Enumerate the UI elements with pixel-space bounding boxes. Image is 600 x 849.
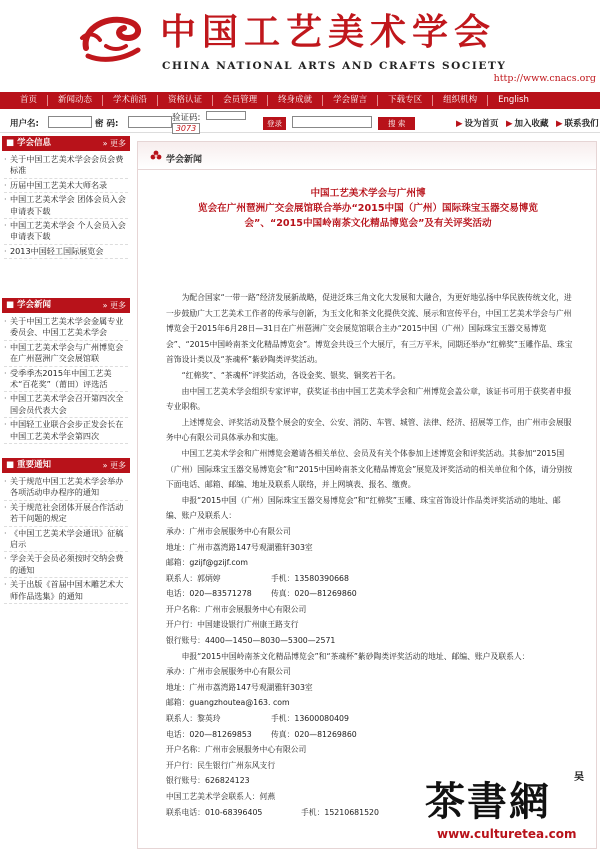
list-item[interactable]: · 中国工艺美术学会 团体会员入会申请表下载 (4, 194, 128, 219)
watermark-logo: 茶書網 (425, 778, 551, 825)
nav-item[interactable]: 学会留言 (323, 95, 378, 106)
paragraph: 上述博览会、评奖活动及整个展会的安全、公安、消防、车管、城管、法律、经济、招展等工作，由广州市会展服务中心有限公司具体承办和实施。 (166, 417, 572, 443)
contact-phone: 电话：020—83571278 (166, 589, 252, 599)
organizer-line: 承办：广州市会展服务中心有限公司 (166, 667, 291, 677)
contact-line (166, 711, 576, 727)
nav-item[interactable]: 终身成就 (268, 95, 323, 106)
bank-line: 开户行：中国建设银行广州康王路支行 (166, 620, 299, 630)
more-icon: » (102, 301, 110, 310)
nav-item[interactable]: 学术前沿 (103, 95, 158, 106)
paragraph: 由中国工艺美术学会组织专家评审，获奖证书由中国工艺美术学会和广州博览会盖公章，该证书可用于获奖者申报专业职称。 (166, 386, 572, 412)
email-line: 邮箱：guangzhoutea@163. com (166, 698, 290, 708)
login-bar (0, 111, 600, 133)
main-nav (0, 92, 600, 109)
flower-icon (150, 150, 162, 162)
list-item[interactable]: · 关于中国工艺美术学会金属专业委员会、中国工艺美术学会 (4, 316, 128, 341)
contact-phone: 电话：020—81269853 (166, 729, 252, 739)
more-icon: » (102, 139, 110, 148)
set-home-label: 设为首页 (464, 119, 499, 129)
account-line: 银行账号：626824123 (166, 776, 250, 786)
captcha-image[interactable]: 3073 (172, 123, 200, 134)
list-item[interactable]: · 关于出版《首届中国木雕艺术大师作品选集》的通知 (4, 579, 128, 604)
paragraph: 申报“2015中国岭南茶文化精品博览会”和“茶魂杯”紫砂陶类评奖活动的地址、邮编、账户及联系人： (181, 651, 530, 661)
email-line: 邮箱：gzijf@gzijf.com (166, 558, 248, 568)
contact-fax: 传真：020—81269860 (271, 589, 357, 599)
section-header (138, 142, 596, 170)
more-label: 更多 (110, 139, 126, 148)
nav-item[interactable]: 会员管理 (213, 95, 268, 106)
organizer-line: 承办：广州市会展服务中心有限公司 (166, 526, 291, 536)
list-item[interactable]: · 关于规范社会团体开展合作活动若干问题的规定 (4, 502, 128, 527)
home-icon: ▶ (456, 119, 463, 129)
sidebar-section-info (2, 136, 130, 266)
bank-line: 开户行：民生银行广州东风支行 (166, 760, 276, 770)
sidebar-list (2, 473, 130, 611)
address-line: 地址：广州市荔湾路147号观湖雅轩303室 (166, 682, 313, 692)
nav-item[interactable]: 新闻动态 (48, 95, 103, 106)
paragraph: 中国工艺美术学会和广州博览会邀请各相关单位、会员及有关个体参加上述博览会和评奖活动。其参加“2015国（广州）国际珠宝玉器交易博览会”和“2015中国岭南茶文化精品博览会”展览及评奖活动的相关单位和个体，请分别按下面电话、邮箱、邮编、地址及联系人联络，并上网填表、报名、缴费。 (166, 448, 573, 490)
nav-item[interactable]: 组织机构 (433, 95, 488, 106)
sidebar-section-news (2, 298, 130, 451)
more-icon: » (102, 461, 110, 470)
society-phone: 联系电话：010-68396405 (166, 807, 263, 817)
nav-item[interactable]: 资格认证 (158, 95, 213, 106)
phone-line (166, 586, 576, 602)
sidebar-heading-label: 重要通知 (17, 460, 52, 470)
paragraph: 为配合国家“一带一路”经济发展新战略，促进泛珠三角文化大发展和大融合，为更好地弘扬中华民族传统文化，进一步鼓励广大工艺美术工作者的传承与创新，为玉文化和茶文化提供交流、展示和宣传平台，中国工艺美术学会与广州博览会于2015年6月28日—31日在广州琶洲广交会展览馆联合主办“2015中国（广州）国际珠宝玉器交易博览会”、“2015中国岭南茶文化精品博览会”。博览会共设三个大展厅，有三万平米，同期还举办“红棉奖”玉雕作品、珠宝首饰设计类以及“茶魂杯”紫砂陶类评奖活动。 (166, 293, 573, 365)
contact-fax: 传真：020—81269860 (271, 729, 357, 739)
sidebar-heading-label: 学会新闻 (17, 300, 52, 310)
site-header (0, 0, 600, 90)
username-label: 用户名: (10, 119, 39, 129)
account-line: 银行账号：4400—1450—8030—5300—2571 (166, 636, 336, 646)
contact-person: 联系人：黎英玲 (166, 714, 221, 724)
contact-line (166, 571, 576, 587)
paragraph: “红棉奖”、“茶魂杯”评奖活动，各设金奖、银奖、铜奖若干名。 (181, 370, 401, 380)
list-item[interactable]: · 中国轻工业联合会步正发会长在中国工艺美术学会第四次 (4, 419, 128, 444)
password-input[interactable] (128, 116, 172, 128)
site-subtitle: CHINA NATIONAL ARTS AND CRAFTS SOCIETY (162, 60, 507, 72)
list-item[interactable]: · 中国工艺美术学会 个人会员入会申请表下载 (4, 220, 128, 245)
contact-label: 联系我们 (564, 119, 599, 129)
more-label: 更多 (110, 301, 126, 310)
contact-icon: ▶ (556, 119, 563, 129)
contact-mobile: 手机：13600080409 (271, 714, 349, 724)
article-title (138, 186, 598, 231)
society-logo (78, 8, 148, 66)
nav-item[interactable]: English (498, 95, 529, 105)
society-mobile: 手机：15210681520 (301, 807, 379, 817)
list-item[interactable]: · 关于中国工艺美术学会会员会费标准 (4, 154, 128, 179)
main-content (137, 141, 597, 849)
watermark-url: www.culturetea.com (437, 827, 577, 841)
captcha-input[interactable] (206, 111, 246, 120)
sidebar-section-notice (2, 458, 130, 611)
list-item[interactable]: · 历届中国工艺美术大师名录 (4, 180, 128, 193)
favorite-icon: ▶ (506, 119, 513, 129)
article-title-line: 会”、“2015中国岭南茶文化精品博览会”及有关评奖活动 (244, 218, 492, 229)
section-title: 学会新闻 (166, 155, 203, 165)
search-button[interactable]: 搜 索 (378, 117, 415, 130)
watermark-seal: 吴 (574, 772, 584, 783)
captcha-label: 验证码: (172, 113, 201, 123)
list-item[interactable]: · 中国工艺美术学会召开第四次全国会员代表大会 (4, 393, 128, 418)
site-title: 中国工艺美术学会 (160, 11, 497, 53)
list-item[interactable]: · 2013中国轻工国际展览会 (4, 246, 128, 259)
contact-person: 联系人：郭炳婷 (166, 573, 221, 583)
sidebar-heading-label: 学会信息 (17, 138, 52, 148)
contact-mobile: 手机：13580390668 (271, 573, 349, 583)
bullet-icon: ■ (6, 138, 17, 148)
more-label: 更多 (110, 461, 126, 470)
address-line: 地址：广州市荔湾路147号观湖雅轩303室 (166, 542, 313, 552)
article-body (166, 290, 576, 820)
list-item[interactable]: · 《中国工艺美术学会通讯》征稿启示 (4, 528, 128, 553)
account-name-line: 开户名称：广州市会展服务中心有限公司 (166, 745, 307, 755)
nav-item[interactable]: 首页 (0, 95, 48, 106)
society-contact-line: 中国工艺美术学会联系人：何燕 (166, 792, 276, 801)
article-title-line: 中国工艺美术学会与广州博 (310, 188, 426, 199)
sidebar-list (2, 313, 130, 451)
search-input[interactable] (292, 116, 372, 128)
phone-line (166, 727, 576, 743)
sidebar-list (2, 151, 130, 266)
more-link[interactable] (103, 298, 126, 313)
more-link[interactable] (103, 136, 126, 151)
password-label: 密 码: (95, 119, 119, 129)
username-input[interactable] (48, 116, 92, 128)
add-favorite-label: 加入收藏 (514, 119, 549, 129)
more-link[interactable] (103, 458, 126, 473)
bullet-icon: ■ (6, 460, 17, 470)
account-name-line: 开户名称：广州市会展服务中心有限公司 (166, 604, 307, 614)
paragraph: 申报“2015中国（广州）国际珠宝玉器交易博览会”和“红棉奖”玉雕、珠宝首饰设计作品类评奖活动的地址、邮编、账户及联系人： (166, 495, 561, 521)
sidebar-heading (2, 458, 130, 473)
bullet-icon: ■ (6, 300, 17, 310)
site-url[interactable]: http://www.cnacs.org (493, 73, 596, 84)
login-button[interactable]: 登录 (263, 117, 286, 130)
list-item[interactable]: · 关于规范中国工艺美术学会举办各项活动申办程序的通知 (4, 476, 128, 501)
sidebar-heading (2, 298, 130, 313)
list-item[interactable]: · 中国工艺美术学会与广州博览会在广州琶洲广交会展馆联 (4, 342, 128, 367)
set-home-link[interactable] (456, 117, 499, 129)
contact-link[interactable] (556, 117, 599, 129)
nav-item[interactable]: 下载专区 (378, 95, 433, 106)
list-item[interactable]: · 受季季杰2015年中国工艺美术“百花奖”（莆田）评选活 (4, 368, 128, 393)
add-favorite-link[interactable] (506, 117, 549, 129)
article-title-line: 览会在广州琶洲广交会展馆联合举办“2015中国（广州）国际珠宝玉器交易博览 (197, 203, 538, 214)
list-item[interactable]: · 学会关于会员必须按时交纳会费的通知 (4, 553, 128, 578)
sidebar-heading (2, 136, 130, 151)
